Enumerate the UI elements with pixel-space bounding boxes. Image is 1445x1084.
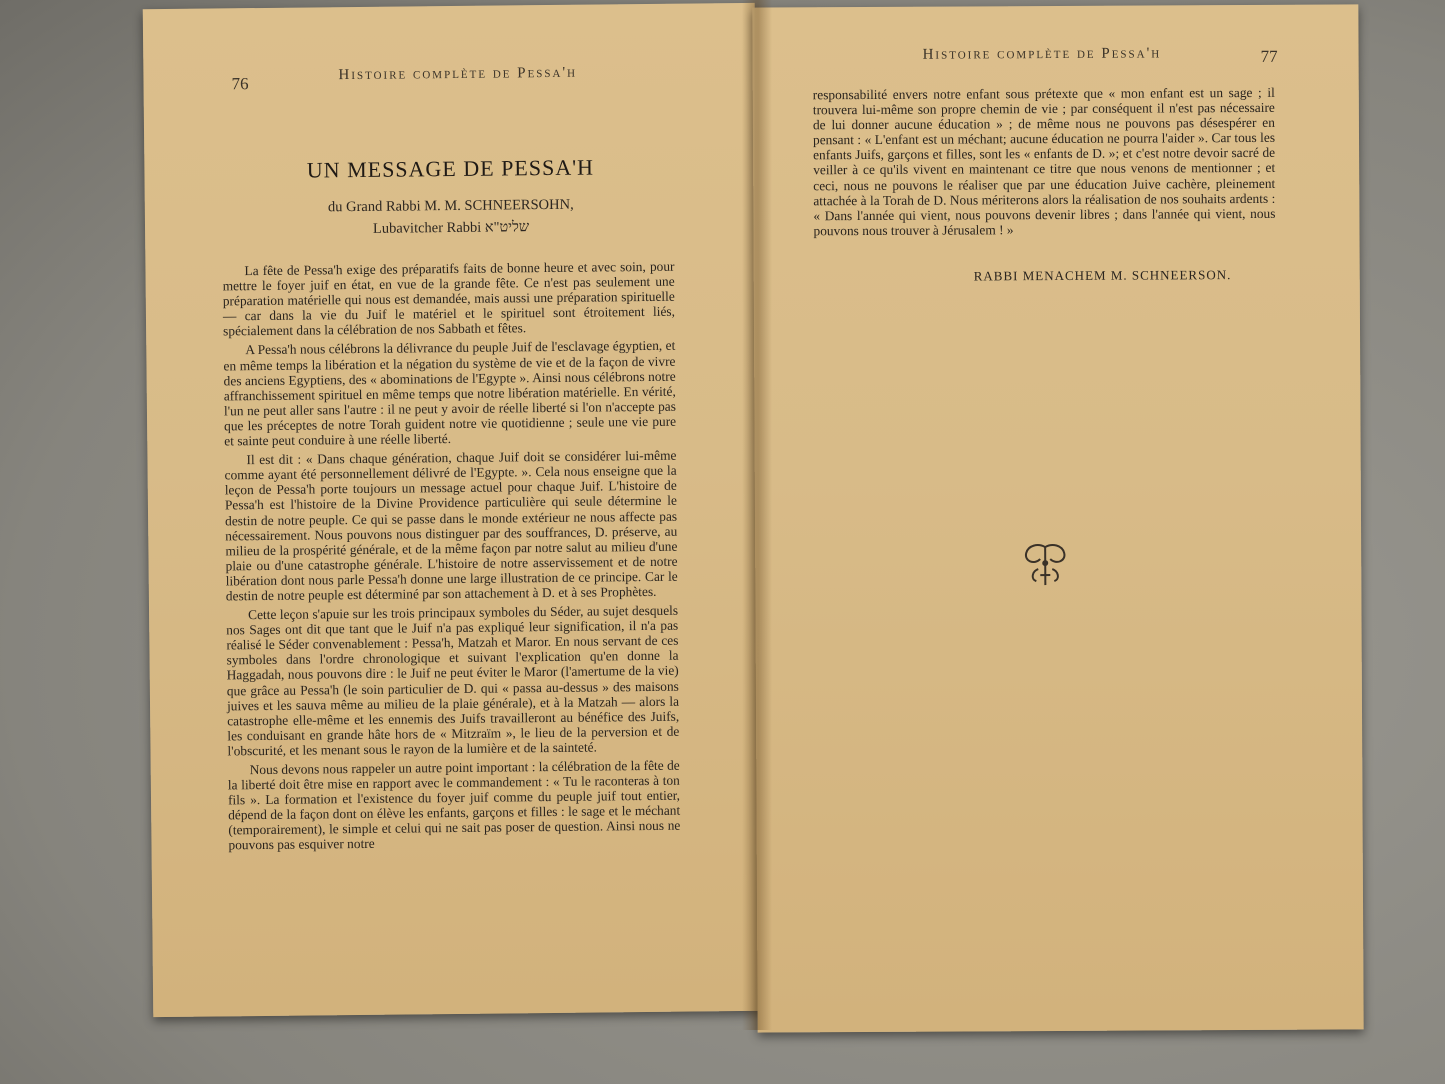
article-title: UN MESSAGE DE PESSA'H	[306, 154, 595, 183]
running-head-left: Histoire complète de Pessa'h	[338, 64, 578, 84]
paragraph: Cette leçon s'apuie sur les trois principaux symboles du Séder, au sujet desquels nos Sages ont dit que tant que le Juif n'a pas expliqué leur signification, il n'a pas réalisé le Séder convenablement : Pessa'h, Matzah et Maror. En nous servant de ces symboles dans l'ordre chronologique et suivant l'explication qu'en donne la Haggadah, nous pouvons dire : le Juif ne peut éviter le Maror (l'amertume de la vie) que grâce au Pessa'h (le soin particulier de D. qui « passa au-dessus » des maisons juives et les sauva même au milieu de la plaie générale), et à la Matzah — alors la catastrophe elle-même et les ennemis des Juifs travailleront au bénéfice des Juifs, les conduisant en grande hâte hors de « Mitzraïm », le lieu de la perversion et de l'obscurité, et les menant sous le rayon de la lumière et de la sainteté.	[226, 602, 680, 759]
page-number-right: 77	[1260, 46, 1278, 66]
right-page	[752, 4, 1363, 1032]
paragraph: Nous devons nous rappeler un autre point important : la célébration de la fête de la liberté doit être mise en rapport avec le commandement : « Tu le raconteras à ton fils ». La formation et l'existence du foyer juif comme du peuple juif tout entier, dépend de la façon dont on élève les enfants, garçons et filles : le sage et le méchant (temporairement), le simple et celui qui ne sait pas poser de question. Ainsi nous ne pouvons pas esquiver notre	[227, 757, 681, 853]
paragraph: La fête de Pessa'h exige des préparatifs faits de bonne heure et avec soin, pour mettre le foyer juif en état, en vue de la grande fête. Ce n'est pas seulement une préparation matérielle qui nous est demandée, mais aussi une préparation spirituelle — car dans la vie du Juif le matériel et le spirituel sont étroitement liés, spécialement dans la célébration de nos Sabbath et fêtes.	[222, 258, 676, 339]
byline-title: Lubavitcher Rabbi שליט"א	[372, 219, 530, 237]
paragraph: responsabilité envers notre enfant sous prétexte que « mon enfant est un sage ; il trouvera lui-même son propre chemin de vie ; par conséquent il n'est pas nécessaire de lui donner aucune éducation » ; de même nous ne pouvons pas désespérer en pensant : « L'enfant est un méchant; aucune éducation ne pourra l'aider ». Car tous les enfants Juifs, garçons et filles, sont les « enfants de D. »; et c'est notre devoir sacré de veiller à ce qu'ils vivent en maintenant ce titre que nous venons de mentionner ; et ceci, nous ne pouvons le réaliser que par une éducation Juive cachère, pleinement attachée à la Torah de D. Nous mériterons alors la réalisation de nos souhaits ardents : « Dans l'année qui vient, nous pouvons devenir libres ; dans l'année qui vient, nous pouvons nous trouver à Jérusalem ! »	[812, 84, 1276, 239]
book-gutter	[742, 0, 772, 1030]
article-body-left	[222, 259, 680, 857]
running-head-right: Histoire complète de Pessa'h	[922, 45, 1162, 63]
fleuron-ornament-icon	[1018, 541, 1072, 589]
paragraph: Il est dit : « Dans chaque génération, chaque Juif doit se considérer lui-même comme ayant été personnellement délivré de l'Egypte. ». Cela nous enseigne que la leçon de Pessa'h porte toujours un message actuel pour chaque Juif. L'histoire de Pessa'h est l'histoire de la Divine Providence particulière qui seule détermine le destin de notre peuple. Ce qui se passe dans le monde extérieur ne nous affecte pas nécessairement. Nous pouvons nous distinguer par des souffrances, D. préserve, au milieu de la prospérité générale, et de la même façon par notre salut au milieu d'une plaie ou d'une catastrophe générale. L'histoire de notre asservissement et de notre libération dont nous parle Pessa'h donne une large illustration de ce principe. Car le destin de notre peuple est déterminé par son attachement à D. et à ses Prophètes.	[224, 447, 678, 604]
byline-author: du Grand Rabbi M. M. SCHNEERSOHN,	[327, 196, 574, 216]
page-number-left: 76	[231, 74, 249, 94]
article-body-right	[813, 85, 1276, 238]
left-page	[143, 3, 766, 1017]
signature: RABBI MENACHEM M. SCHNEERSON.	[973, 267, 1232, 284]
paragraph: A Pessa'h nous célébrons la délivrance du peuple Juif de l'esclavage égyptien, et en même temps la libération et la négation du système de vie et de la façon de vivre des anciens Egyptiens, des « abominations de l'Egypte ». Ainsi nous célébrons notre affranchissement spirituel en même temps que notre libération matérielle. En vérité, l'un ne peut aller sans l'autre : il ne peut y avoir de réelle liberté si l'on n'accepte pas que les préceptes de notre Torah guident notre vie quotidienne ; seule une vie pure et sainte peut conduire à une réelle liberté.	[223, 338, 677, 449]
